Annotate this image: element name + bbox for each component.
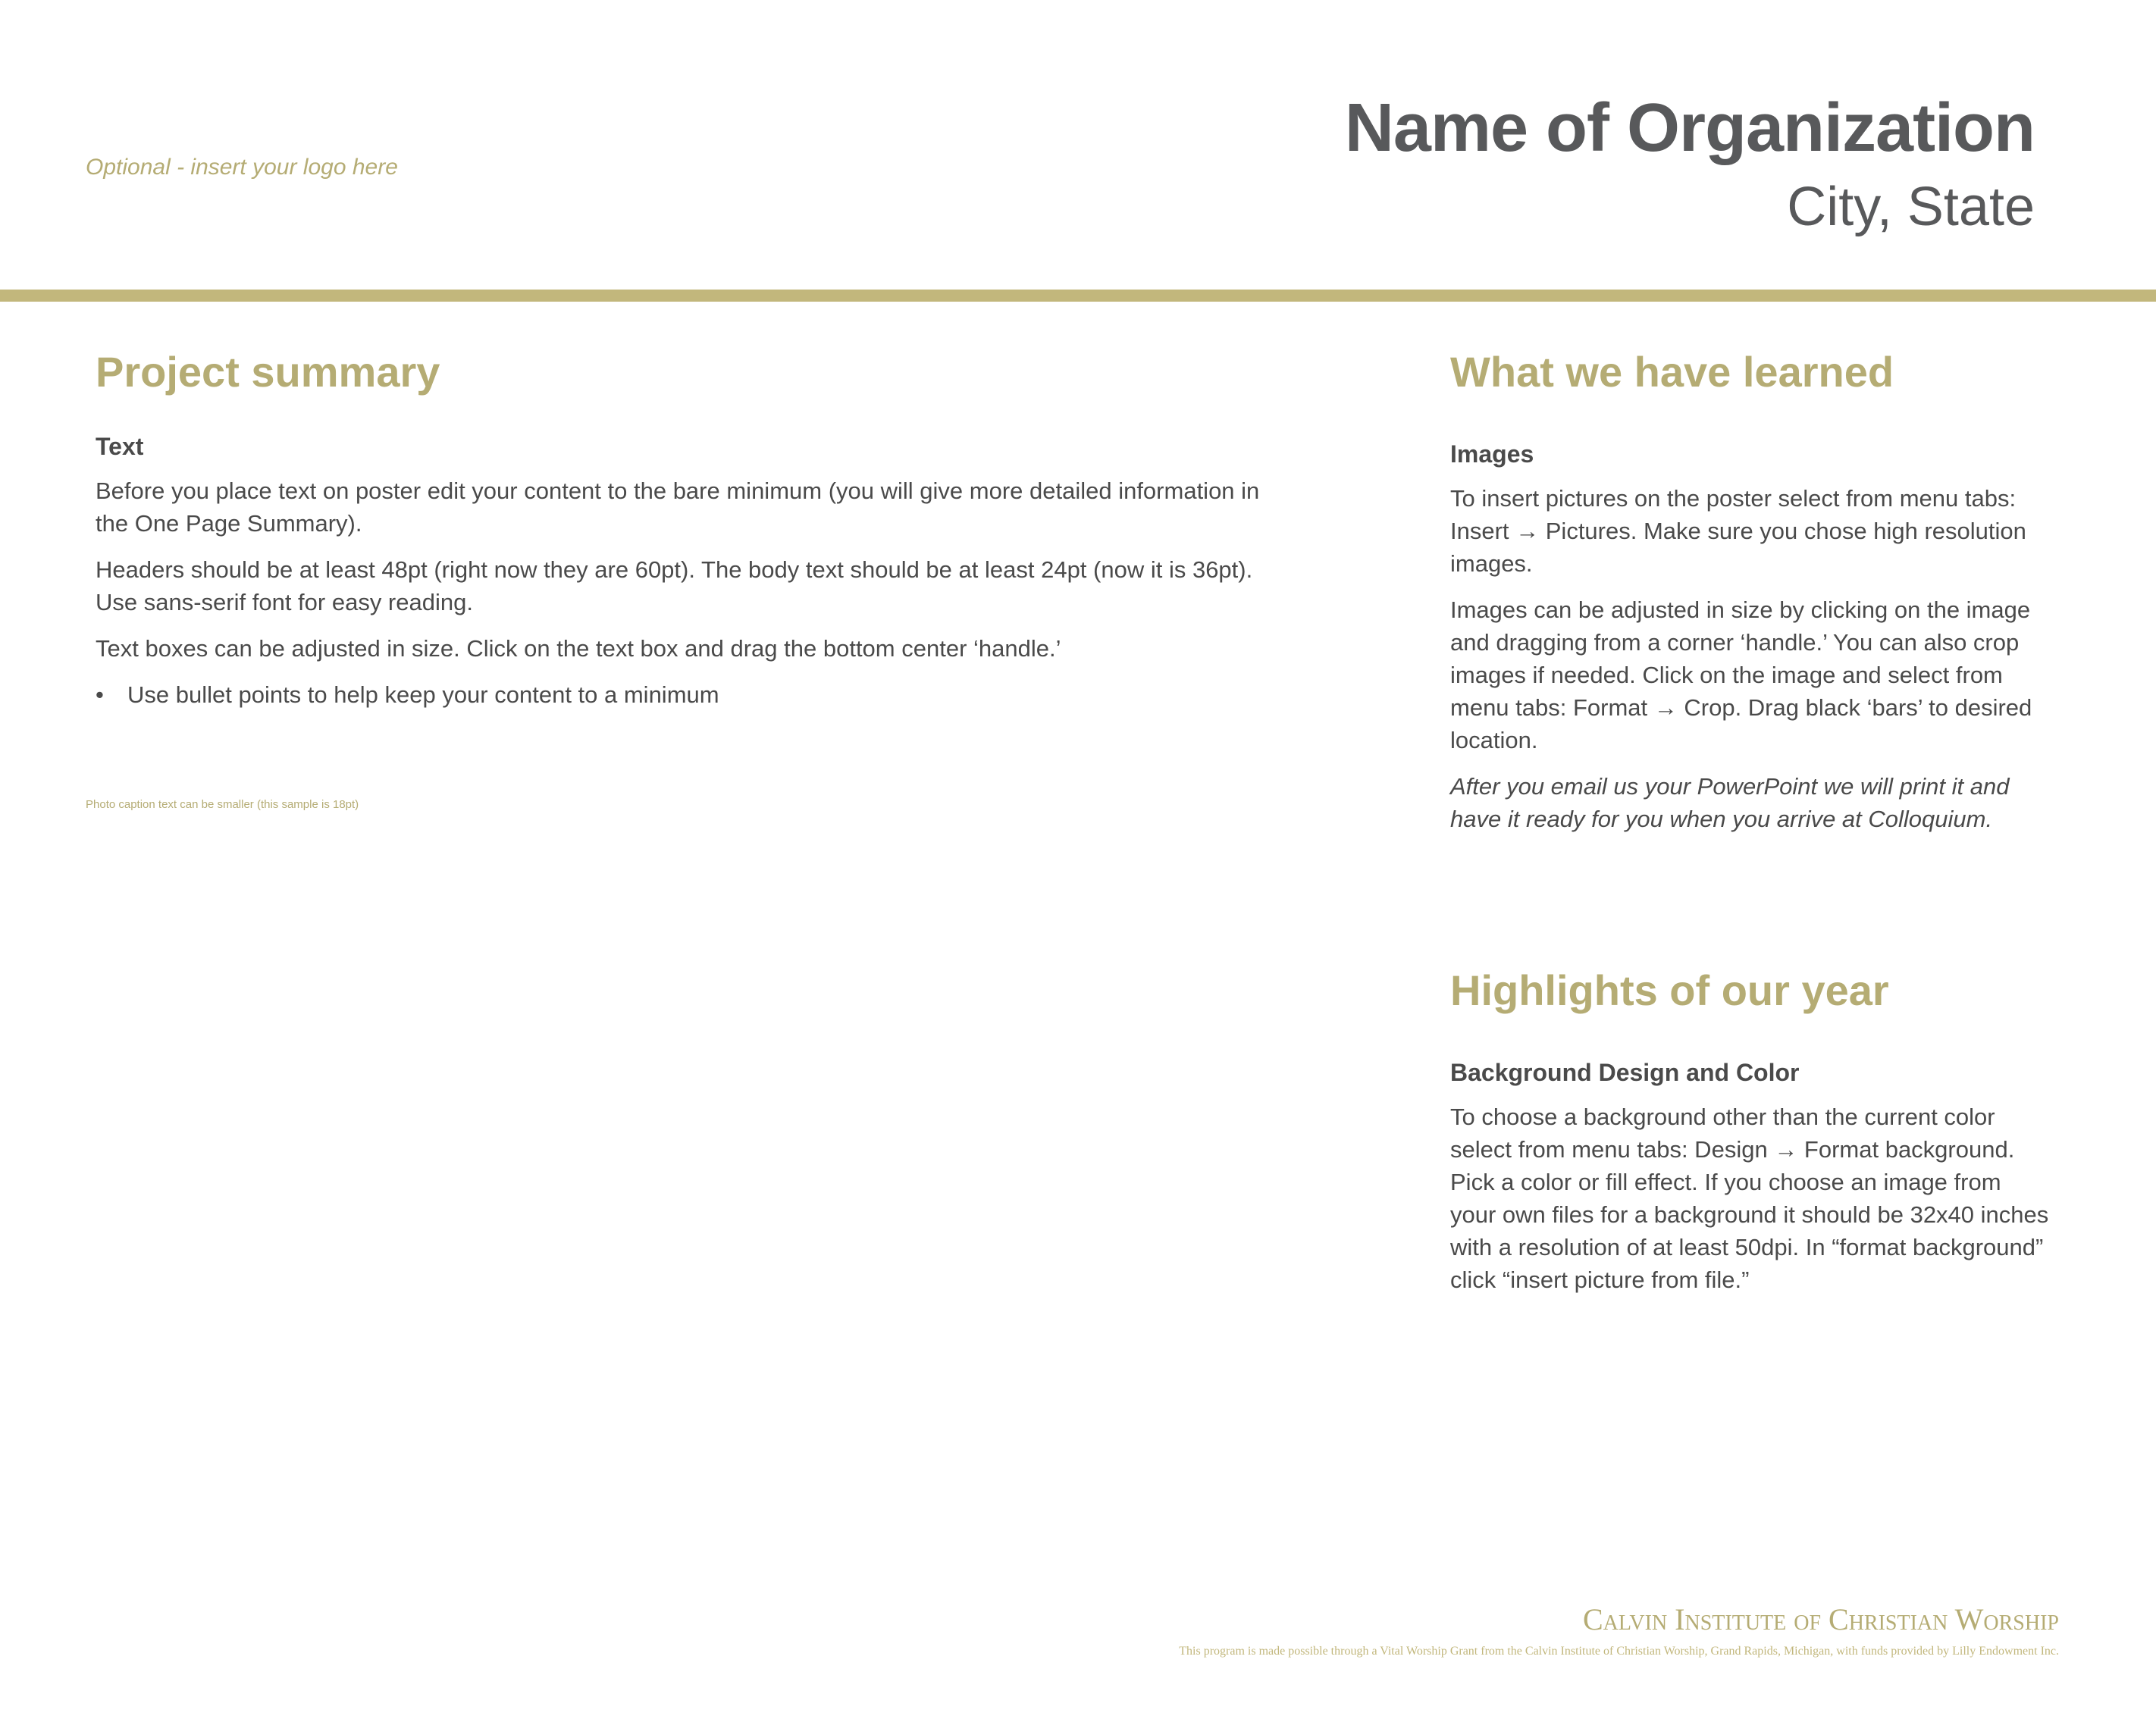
learned-heading: What we have learned (1450, 348, 1894, 396)
images-subheading: Images (1450, 440, 1534, 468)
text-subheading: Text (96, 433, 144, 460)
bullet-item (96, 678, 1293, 711)
print-note: After you email us your PowerPoint we will print it and have it ready for you when you arrive at Colloquium. (1450, 773, 2010, 832)
summary-paragraph: Text boxes can be adjusted in size. Click on the text box and drag the bottom center ‘handle.’ (96, 635, 1061, 662)
learned-section (1450, 345, 2049, 835)
bullet-dot: • (96, 681, 104, 708)
header-rule (0, 290, 2156, 302)
photo-caption: Photo caption text can be smaller (this sample is 18pt) (86, 798, 359, 811)
highlights-heading: Highlights of our year (1450, 966, 1889, 1014)
org-location: City, State (1787, 177, 2035, 237)
summary-paragraph: Before you place text on poster edit your content to the bare minimum (you will give more detailed information in the One Page Summary). (96, 478, 1260, 537)
project-summary-heading: Project summary (96, 348, 440, 396)
project-summary-section (96, 345, 1293, 711)
bullet-text: Use bullet points to help keep your content to a minimum (127, 681, 719, 708)
highlights-section (1450, 963, 2049, 1296)
highlights-paragraph: To choose a background other than the current color select from menu tabs: Design → Format background. Pick a color or fill effect. If you choose an image from your own files for a background it should be 32x40 inches with a resolution of at least 50dpi. In “format background” click “insert picture from file.” (1450, 1104, 2049, 1293)
learned-paragraph: Images can be adjusted in size by clicking on the image and dragging from a corner ‘handle.’ You can also crop images if needed. Click on the image and select from menu tabs: Format → Crop. Drag black ‘bars’ to desired location. (1450, 596, 2032, 753)
footer-note: This program is made possible through a Vital Worship Grant from the Calvin Institute of Christian Worship, Grand Rapids, Michigan, with funds provided by Lilly Endowment Inc. (1179, 1645, 2059, 1658)
org-name: Name of Organization (1344, 90, 2035, 166)
background-subheading: Background Design and Color (1450, 1059, 1800, 1086)
footer-org: Calvin Institute of Christian Worship (1582, 1602, 2059, 1636)
learned-paragraph: To insert pictures on the poster select from menu tabs: Insert → Pictures. Make sure you chose high resolution images. (1450, 485, 2026, 577)
logo-placeholder: Optional - insert your logo here (86, 155, 398, 180)
summary-paragraph: Headers should be at least 48pt (right now they are 60pt). The body text should be at least 24pt (now it is 36pt). Use sans-serif font for easy reading. (96, 556, 1253, 615)
